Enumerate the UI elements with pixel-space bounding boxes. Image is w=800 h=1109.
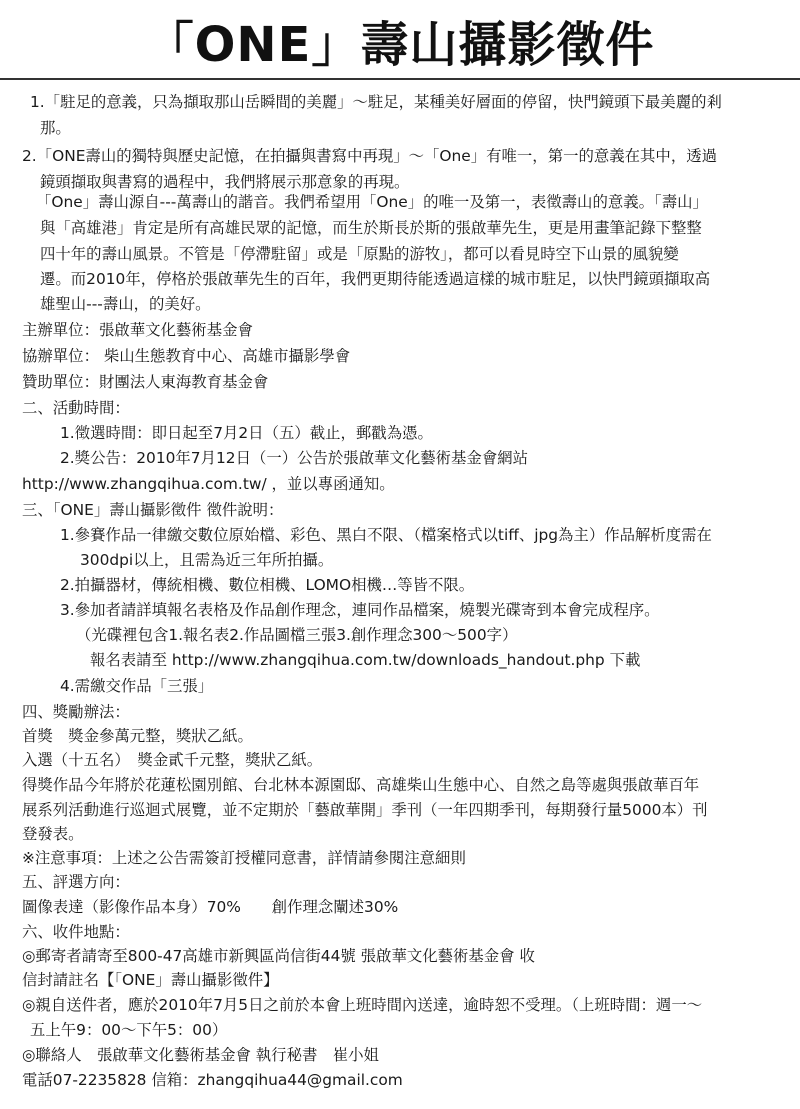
text-line: http://www.zhangqihua.com.tw/ ，並以專函通知。: [22, 475, 395, 493]
text-line: 得獎作品今年將於花蓮松園別館、台北林本源園邸、高雄柴山生態中心、自然之島等處與張啟華百年: [22, 776, 700, 794]
text-line: 3.參加者請詳填報名表格及作品創作理念，連同作品檔案，燒製光碟寄到本會完成程序。: [60, 601, 660, 619]
text-line: ◎郵寄者請寄至800-47高雄市新興區尚信街44號 張啟華文化藝術基金會 收: [22, 947, 535, 965]
text-line: 4.需繳交作品「三張」: [60, 677, 214, 695]
text-line: 報名表請至 http://www.zhangqihua.com.tw/downloads_handout.php 下載: [90, 651, 641, 669]
text-line: 信封請註名【「ONE」壽山攝影徵件】: [22, 971, 279, 989]
text-line: 1.徵選時間：即日起至7月2日（五）截止，郵戳為憑。: [60, 424, 433, 442]
section-heading: 三、「ONE」壽山攝影徵件 徵件說明：: [22, 501, 284, 519]
text-line: 1.參賽作品一律繳交數位原始檔、彩色、黑白不限、（檔案格式以tiff、jpg為主）作品解析度需在: [60, 526, 712, 544]
text-line: 鏡頭擷取與書寫的過程中，我們將展示那意象的再現。: [40, 173, 410, 191]
text-line: 1.「駐足的意義，只為擷取那山岳瞬間的美麗」～駐足，某種美好層面的停留，快門鏡頭下最美麗的剎: [30, 93, 722, 111]
section-heading: 二、活動時間：: [22, 399, 130, 417]
text-line: 首獎 獎金參萬元整，獎狀乙紙。: [22, 727, 253, 745]
text-line: 贊助單位：財團法人東海教育基金會: [22, 373, 269, 391]
text-line: 登發表。: [22, 825, 84, 843]
text-line: ◎聯絡人 張啟華文化藝術基金會 執行秘書 崔小姐: [22, 1046, 379, 1064]
text-line: 主辦單位：張啟華文化藝術基金會: [22, 321, 253, 339]
text-line: 電話07-2235828 信箱：zhangqihua44@gmail.com: [22, 1071, 403, 1089]
text-line: 2.獎公告：2010年7月12日（一）公告於張啟華文化藝術基金會網站: [60, 449, 528, 467]
text-line: ◎親自送件者，應於2010年7月5日之前於本會上班時間內送達，逾時恕不受理。（上班時間：週一～: [22, 996, 703, 1014]
text-line: 四十年的壽山風景。不管是「停滯駐留」或是「原點的游牧」，都可以看見時空下山景的風貌變: [40, 245, 679, 263]
text-line: 五上午9：00～下午5：00）: [30, 1021, 228, 1039]
text-line: ※注意事項：上述之公告需簽訂授權同意書，詳情請參閱注意細則: [22, 849, 466, 867]
page-title: 「ONE」壽山攝影徵件: [145, 17, 655, 73]
text-line: 遷。而2010年，停格於張啟華先生的百年，我們更期待能透過這樣的城市駐足，以快門鏡頭擷取高: [40, 270, 711, 288]
section-heading: 六、收件地點：: [22, 923, 130, 941]
text-line: 300dpi以上，且需為近三年所拍攝。: [80, 551, 334, 569]
section-heading: 五、評選方向：: [22, 873, 130, 891]
text-line: 雄聖山---壽山，的美好。: [40, 295, 211, 313]
text-line: 協辦單位： 柴山生態教育中心、高雄市攝影學會: [22, 347, 351, 365]
text-line: 2.拍攝器材，傳統相機、數位相機、LOMO相機…等皆不限。: [60, 576, 475, 594]
text-line: 展系列活動進行巡迴式展覽，並不定期於「藝啟華開」季刊（一年四期季刊，每期發行量5000本）刊: [22, 801, 708, 819]
title-divider: [0, 78, 800, 80]
text-line: 那。: [40, 119, 71, 137]
text-line: 「One」壽山源自---萬壽山的諧音。我們希望用「One」的唯一及第一，表徵壽山的意義。「壽山」: [36, 193, 708, 211]
text-line: （光碟裡包含1.報名表2.作品圖檔三張3.創作理念300～500字）: [76, 626, 518, 644]
text-line: 2.「ONE壽山的獨特與歷史記憶，在拍攝與書寫中再現」～「One」有唯一，第一的意義在其中，透過: [22, 147, 717, 165]
text-line: 圖像表達（影像作品本身）70% 創作理念闡述30%: [22, 898, 399, 916]
text-line: 入選（十五名） 獎金貳千元整，獎狀乙紙。: [22, 751, 323, 769]
text-line: 與「高雄港」肯定是所有高雄民眾的記憶，而生於斯長於斯的張啟華先生，更是用畫筆記錄下整整: [40, 219, 702, 237]
section-heading: 四、獎勵辦法：: [22, 703, 130, 721]
